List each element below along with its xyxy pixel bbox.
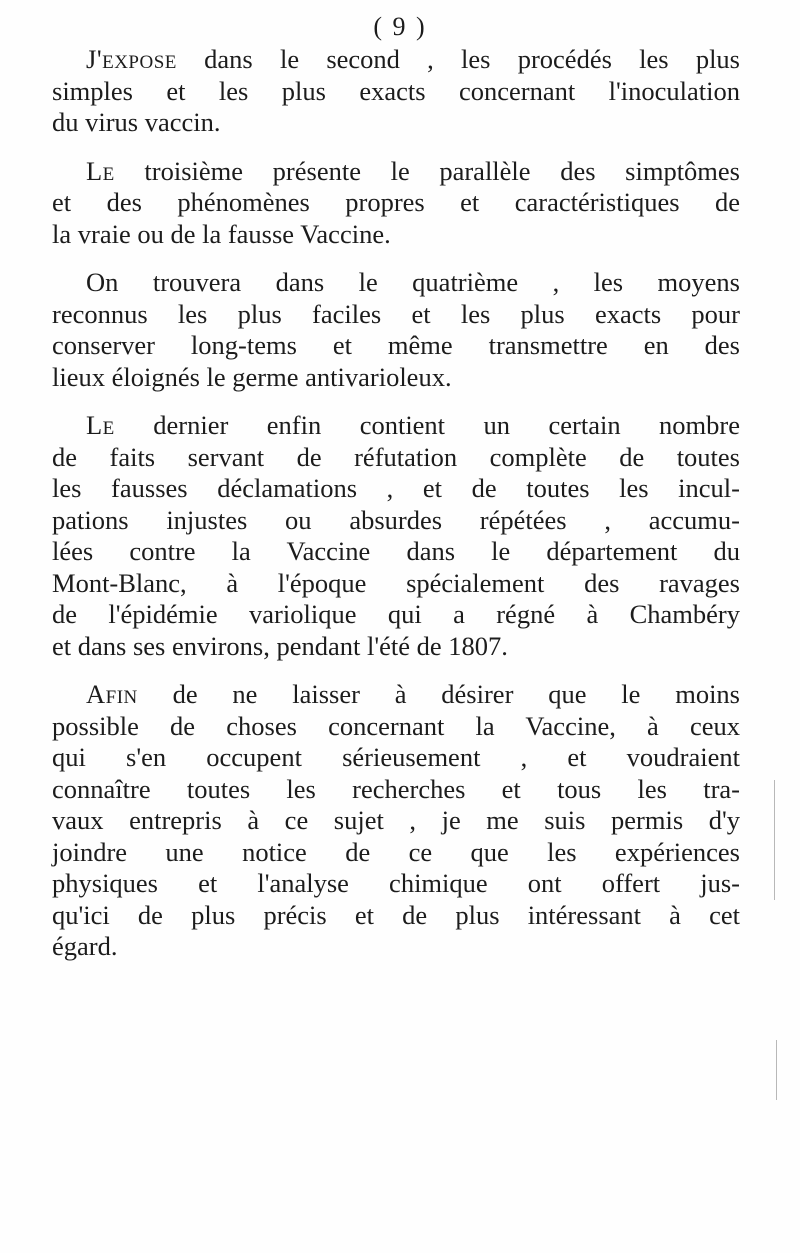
text-line: On trouvera dans le quatrième , les moyens [86,267,740,297]
text-line: possible de choses concernant la Vaccine, à ceux [52,710,740,741]
paragraph [52,44,740,139]
text-line: conserver long-tems et même transmettre en des [52,330,740,360]
text-line: joindre une notice de ce que les expériences [52,836,740,867]
text-line: la vraie ou de la fausse Vaccine. [52,218,391,249]
text-line: pations injustes ou absurdes répétées , accumu- [52,504,740,535]
lead-word: Le [86,155,115,186]
text-line: les fausses déclamations , et de toutes les incul- [52,473,740,503]
lead-word: J'expose [86,44,177,74]
body-text [52,44,740,980]
text-line: de faits servant de réfutation complète de toutes [52,441,740,472]
text-line: Mont-Blanc, à l'époque spécialement des ravages [52,567,740,598]
text-line: égard. [52,931,118,961]
paragraph [52,679,740,963]
text-line: simples et les plus exacts concernant l'inoculation [52,75,740,106]
text-line: et des phénomènes propres et caractéristiques de [52,187,740,217]
text-line: Afin de ne laisser à désirer que le moins [86,679,740,709]
text-line: de l'épidémie variolique qui a régné à Chambéry [52,599,740,629]
paragraph [52,156,740,251]
text-line: J'expose dans le second , les procédés les plus [86,44,740,74]
scan-mark [776,1040,777,1100]
text-line: Le dernier enfin contient un certain nombre [86,410,740,440]
text-line: lées contre la Vaccine dans le département du [52,536,740,566]
paragraph [52,410,740,662]
text-line: qu'ici de plus précis et de plus intéressant à cet [52,899,740,930]
text-line: reconnus les plus faciles et les plus exacts pour [52,298,740,329]
lead-word: Le [86,410,115,440]
scan-mark [774,780,775,900]
text-line: qui s'en occupent sérieusement , et voudraient [52,742,740,772]
text-line: connaître toutes les recherches et tous les tra- [52,773,740,804]
page-number: ( 9 ) [373,12,427,41]
text-line: physiques et l'analyse chimique ont offert jus- [52,868,740,898]
text-line: lieux éloignés le germe antivarioleux. [52,361,452,392]
text-line: vaux entrepris à ce sujet , je me suis permis d'y [52,805,740,835]
paragraph [52,267,740,393]
text-line: Le troisième présente le parallèle des simptômes [86,155,740,186]
text-line: et dans ses environs, pendant l'été de 1807. [52,630,508,661]
text-line: du virus vaccin. [52,107,221,137]
lead-word: Afin [86,679,138,709]
